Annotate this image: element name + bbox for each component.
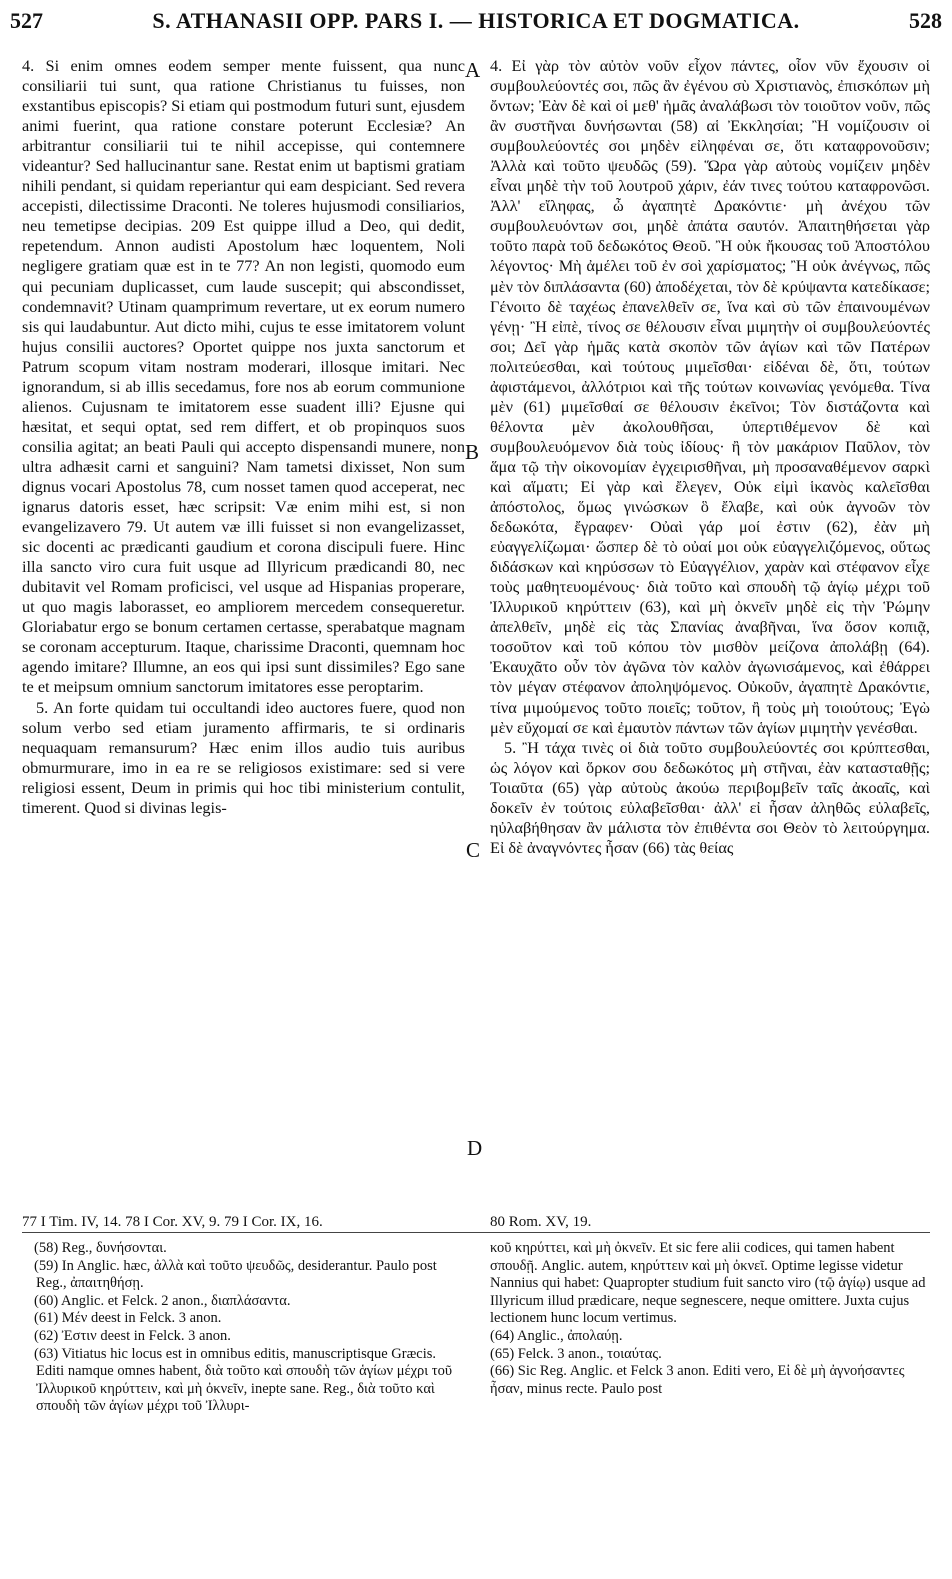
footnote: κοῦ κηρύττει, καὶ μὴ ὀκνεῖν. Et sic fere alii codices, qui tamen habent σπουδῇ. Anglic. autem, κηρύττειν καὶ μὴ ὀκνεῖ. Optime legisse videtur Nannius qui habet: Quapropter studium fuit sancto viro (τῷ ἁγίῳ) usque ad Illyricum illud prædicare, neque segnescere, neque omittere. Juxta cujus lectionem hunc locum vertimus. [490, 1240, 926, 1327]
scripture-references-left: 77 I Tim. IV, 14. 78 I Cor. XV, 9. 79 I Cor. IX, 16. [22, 1214, 323, 1230]
footnote: (61) Μέν deest in Felck. 3 anon. [34, 1310, 222, 1327]
footnote: (60) Anglic. et Felck. 2 anon., διαπλάσαντα. [34, 1292, 291, 1309]
margin-marker-b: B [465, 440, 480, 464]
scripture-references-right: 80 Rom. XV, 19. [490, 1214, 592, 1230]
right-page-number: 528 [909, 8, 942, 33]
latin-column [22, 56, 465, 818]
left-page-number: 527 [10, 8, 43, 33]
greek-column [490, 56, 930, 858]
footnotes-left [36, 1240, 456, 1416]
footnotes-right [490, 1240, 930, 1398]
footnote: (66) Sic Reg. Anglic. et Felck 3 anon. Editi vero, Εἰ δὲ μὴ ἀγνοήσαντες ἦσαν, minus recte. Paulo post [490, 1363, 905, 1397]
greek-paragraph-4: 4. Εἰ γὰρ τὸν αὐτὸν νοῦν εἶχον πάντες, οἷον νῦν ἔχουσιν οἱ συμβουλεύοντές σοι, πῶς ἂν ἐγένου σὺ Χριστιανὸς, ἐπισκόπων μὴ ὄντων; Ἐὰν δὲ καὶ οἱ μεθ' ἡμᾶς ἀναλάβωσι τὸν τοιοῦτον νοῦν, πῶς ἂν συστῆναι δυνήσωνται (58) αἱ Ἐκκλησίαι; Ἢ νομίζουσιν οἱ συμβουλεύοντές σοι μηδὲν εἰληφέναι σε, ὅτι καταφρονοῦσιν; Ἀλλὰ καὶ τοῦτο ψευδῶς (59). Ὥρα γὰρ αὐτοὺς νομίζειν μηδὲν εἶναι μηδὲ τὴν τοῦ λουτροῦ χάριν, ἐάν τινες τούτου καταφρονῶσι. Ἀλλ' εἴληφας, ὦ ἀγαπητὲ Δρακόντιε· μὴ ἀνέχου τῶν συμβουλευόντων σοι, μηδὲ ἀπάτα σαυτόν. Ἀπαιτηθήσεται γὰρ τοῦτο παρὰ τοῦ δεδωκότος Θεοῦ. Ἢ οὐκ ἤκουσας τοῦ Ἀποστόλου λέγοντος· Μὴ ἀμέλει τοῦ ἐν σοὶ χαρίσματος; Ἢ οὐκ ἀνέγνως, πῶς μὲν τὸν διπλάσαντα (60) ἀποδέχεται, τὸν δὲ κρύψαντα κατεδίκασε; Γένοιτο δὲ ταχέως ἐπανελθεῖν σε, ἵνα καὶ σὺ τῶν ἐπαινουμένων γένῃ· Ἢ εἰπὲ, τίνος σε θέλουσιν εἶναι μιμητὴν οἱ συμβουλεύοντές σοι; Δεῖ γὰρ ἡμᾶς κατὰ σκοπὸν τῶν ἁγίων καὶ τῶν Πατέρων πολιτεύεσθαι, καὶ τούτους μιμεῖσθαι· εἰδέναι δὲ, ὅτι, τούτων ἀφιστάμενοι, ἀλλότριοι καὶ τῆς τούτων κοινωνίας γενόμεθα. Τίνα μὲν (61) μιμεῖσθαί σε θέλουσιν ἐκεῖνοι; Τὸν διστάζοντα καὶ θέλοντα μὲν ἀκολουθῆσαι, ὑπερτιθέμενον δὲ καὶ συμβουλευόμενον διὰ τοὺς ἰδίους· ἢ τὸν μακάριον Παῦλον, τὸν ἅμα τῷ τὴν οἰκονομίαν ἐγχειρισθῆναι, μὴ προσαναθέμενον σαρκὶ καὶ αἵματι; Εἰ γὰρ καὶ ἔλεγεν, Οὐκ εἰμὶ ἱκανὸς καλεῖσθαι ἀπόστολος, ὅμως γινώσκων ὃ ἔλαβε, καὶ οὐκ ἀγνοῶν τὸν δεδωκότα, ἔγραφεν· Οὐαὶ γάρ μοί ἐστιν (62), ἐὰν μὴ εὐαγγελίζωμαι· ὥσπερ δὲ τὸ οὐαί μοι οὐκ εὐαγγελιζόμενος, οὕτως διδάσκων καὶ κηρύσσων τὸ Εὐαγγέλιον, χαρὰν καὶ στέφανον εἶχε τοὺς μαθητευομένους· διὰ τοῦτο καὶ σπουδὴ τῷ ἁγίῳ μέχρι τοῦ Ἰλλυρικοῦ κηρύττειν (63), καὶ μὴ ὀκνεῖν μηδὲ εἰς τὴν Ῥώμην ἀπελθεῖν, μηδὲ εἰς τὰς Σπανίας ἀναβῆναι, ἵνα ὅσον κοπιᾷ, τοσοῦτον καὶ τοῦ κόπου τὸν μισθὸν μείζονα ἀπολάβῃ (64). Ἐκαυχᾶτο οὖν τὸν ἀγῶνα τὸν καλὸν ἀγωνισάμενος, καὶ ἐθάρρει τὸν μέγαν στέφανον ἀποληψόμενος. Οὐκοῦν, ἀγαπητὲ Δρακόντιε, τίνα μιμούμενος τοῦτο ποιεῖς; τοῦτον, ἢ τοὺς μὴ τοιούτους; Ἐγὼ μὲν εὔχομαί σε καὶ ἐμαυτὸν πάντων τῶν ἁγίων μιμητὴν γενέσθαι. [490, 56, 930, 737]
margin-marker-d: D [467, 1136, 483, 1160]
latin-paragraph-5: 5. An forte quidam tui occultandi ideo auctores fuere, quod non solum verbo sed etiam juramento affirmaris, te si ordinaris nequaquam remansurum? Hæc enim illos audio tuis auribus obmurmurare, imo in ea re se religiosos existimare: sed si vere religiosi essent, Deum in primis qui hoc tibi ministerium contulit, timerent. Quod si divinas legis- [22, 697, 465, 817]
footnote: (65) Felck. 3 anon., τοιαύτας. [490, 1345, 662, 1362]
running-title: S. ATHANASII OPP. PARS I. — HISTORICA ET DOGMATICA. [152, 8, 800, 33]
page-header [10, 8, 942, 38]
footnote-divider [22, 1232, 930, 1233]
footnote: (59) In Anglic. hæc, ἀλλὰ καὶ τοῦτο ψευδῶς, desiderantur. Paulo post Reg., ἀπαιτηθήσῃ. [34, 1257, 437, 1292]
margin-marker-a: A [465, 58, 481, 82]
latin-paragraph-4: 4. Si enim omnes eodem semper mente fuissent, qua nunc consiliarii tui sunt, qua ratione Christianus tu fuisses, non exstantibus episcopis? Si etiam qui postmodum futuri sunt, ejusdem animi fuerint, qua ratione constare poterunt Ecclesiæ? An arbitrantur consiliarii tui te nihil accepisse, qui contemnere videantur? Sed hallucinantur sane. Restat enim ut baptismi gratiam nihili pendant, si quidam reperiantur qui eam despiciant. Sed revera accepisti, dilectissime Draconti. Ne toleres hujusmodi consiliarios, neu temetipse decipias. 209 Est quippe illud a Deo, qui dedit, repetendum. Annon audisti Apostolum hæc loquentem, Noli negligere gratiam quæ est in te 77? An non legisti, quomodo eum qui pecuniam duplicasset, cum laude suscepit; qui abscondisset, condemnavit? Utinam quamprimum revertare, ut ex eorum numero sis qui laudabuntur. Aut dicto mihi, cujus te esse imitatorem volunt hujus consilii auctores? Oportet quippe nos juxta sanctorum et Patrum scopum vitam nostram moderari, illosque imitari. Nec ignorandum, si ab illis secedamus, fore nos ab eorum communione alienos. Cujusnam te imitatorem esse suadent illi? Ejusne qui hæsitat, et sequi optat, sed rem differt, et ob propinquos suos consilia agitat; an beati Pauli qui accepto dispensandi munere, non ultra adhæsit carni et sanguini? Nam tametsi dixisset, Non sum dignus vocari Apostolus 78, cum nosset tamen quod acceperat, nec ignarus datoris esset, hæc scripsit: Væ enim mihi est, si non evangelizavero 79. Ut autem væ illi fuisset si non evangelizasset, sic docenti ac prædicanti gaudium et corona discipuli fuere. Hinc illa sancto viro cura fuit usque ad Illyricum prædicandi 80, nec dubitavit vel Romam proficisci, vel usque ad Hispanias properare, ut quo magis laborasset, eo ampliorem mercedem consequeretur. Gloriabatur ergo se bonum certamen certasse, sperabatque magnam se coronam accepturum. Itaque, charissime Draconti, quemnam hoc agendo imitare? Illumne, an eos qui ipsi sunt dissimiles? Ego sane te et meipsum omnium sanctorum imitatores esse peroptarim. [22, 56, 465, 697]
footnote: (58) Reg., δυνήσονται. [34, 1240, 167, 1256]
greek-paragraph-5: 5. Ἢ τάχα τινὲς οἱ διὰ τοῦτο συμβουλεύοντές σοι κρύπτεσθαι, ὡς λόγον καὶ ὅρκον σου δεδωκότος μὴ στῆναι, ἐὰν κατασταθῇς; Τοιαῦτα (65) γὰρ αὐτοὺς ἀκούω περιβομβεῖν ταῖς ἀκοαῖς, καὶ δοκεῖν ἐν τούτοις εὐλαβεῖσθαι· ἀλλ' εἰ ἦσαν ἀληθῶς εὐλαβεῖς, ηὐλαβήθησαν ἂν μάλιστα τὸν ἐπιθέντα σοι Θεὸν τὸ λειτούργημα. Εἰ δὲ ἀναγνόντες ἦσαν (66) τὰς θείας [490, 737, 930, 857]
footnote: (64) Anglic., ἀπολαύῃ. [490, 1327, 623, 1344]
footnote: (62) Ἐστιν deest in Felck. 3 anon. [34, 1327, 231, 1344]
footnote: (63) Vitiatus hic locus est in omnibus editis, manuscriptisque Græcis. Editi namque omnes habent, διὰ τοῦτο καὶ σπουδὴ τῶν ἁγίων μέχρι τοῦ Ἰλλυρικοῦ κηρύττειν, καὶ μὴ ὀκνεῖν, inepte sane. Reg., διὰ τοῦτο καὶ σπουδὴ τῶν ἁγίων μέχρι τοῦ Ἰλλυρι- [34, 1345, 453, 1415]
margin-marker-c: C [466, 838, 481, 862]
